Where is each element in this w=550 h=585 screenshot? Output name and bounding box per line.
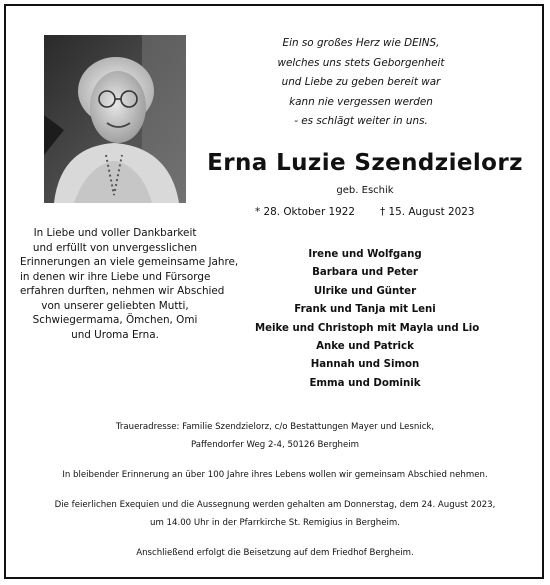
poem-line: - es schlägt weiter in uns.	[294, 115, 428, 127]
service-line: um 14.00 Uhr in der Pfarrkirche St. Remigius in Bergheim.	[150, 518, 400, 528]
service-line: Die feierlichen Exequien und die Aussegnung werden gehalten am Donnerstag, dem 24. August 2023,	[54, 500, 496, 510]
family-member: Frank und Tanja mit Leni	[294, 304, 436, 316]
family-member: Ulrike und Günter	[313, 285, 417, 297]
dedication-line: in denen wir ihre Liebe und Fürsorge	[20, 270, 211, 283]
maiden-name: geb. Eschik	[336, 185, 394, 196]
dedication-line: erfahren durften, nehmen wir Abschied	[20, 285, 225, 297]
family-member: Emma und Dominik	[309, 377, 421, 389]
poem-line: und Liebe zu geben bereit war	[281, 76, 441, 88]
poem-line: kann nie vergessen werden	[289, 95, 433, 108]
service-details	[10, 418, 540, 562]
dedication-line: Schwiegermama, Ömchen, Omi	[32, 314, 198, 326]
poem-line: welches uns stets Geborgenheit	[277, 56, 445, 69]
address-line: Paffendorfer Weg 2-4, 50126 Bergheim	[190, 440, 360, 450]
family-list	[255, 246, 480, 393]
poem	[245, 34, 477, 132]
portrait-photo	[44, 35, 186, 203]
dedication-text	[20, 226, 239, 342]
deceased-name: Erna Luzie Szendzielorz	[207, 150, 523, 176]
dedication-line: In Liebe und voller Dankbarkeit	[33, 227, 197, 239]
address-line: Traueradresse: Familie Szendzielorz, c/o Bestattungen Mayer und Lesnick,	[115, 422, 435, 432]
remembrance-text: In bleibender Erinnerung an über 100 Jahre ihres Lebens wollen wir gemeinsam Abschied nehmen.	[62, 470, 488, 480]
death-date: † 15. August 2023	[380, 206, 475, 218]
burial-text: Anschließend erfolgt die Beisetzung auf dem Friedhof Bergheim.	[136, 548, 414, 558]
dedication-line: und erfüllt von unvergesslichen	[32, 241, 198, 254]
dedication-line: und Uroma Erna.	[71, 328, 159, 341]
dedication-line: Erinnerungen an viele gemeinsame Jahre,	[20, 256, 239, 268]
family-member: Irene und Wolfgang	[308, 249, 422, 260]
birth-date: * 28. Oktober 1922	[255, 206, 355, 218]
poem-line: Ein so großes Herz wie DEINS,	[282, 37, 440, 49]
dedication-line: von unserer geliebten Mutti,	[41, 299, 189, 312]
family-member: Meike und Christoph mit Mayla und Lio	[255, 322, 480, 334]
family-member: Hannah und Simon	[310, 359, 420, 371]
family-member: Anke und Patrick	[316, 341, 414, 353]
family-member: Barbara und Peter	[312, 267, 418, 279]
